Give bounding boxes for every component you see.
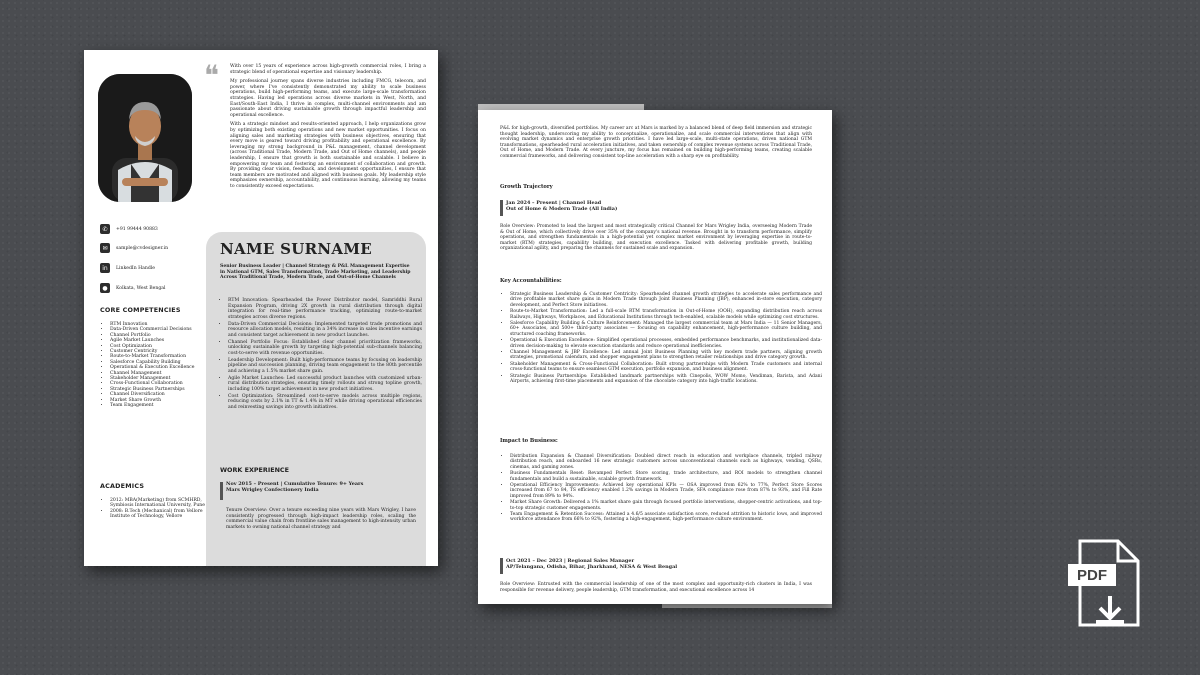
competency-item: • Agile Market Launches bbox=[110, 338, 214, 343]
core-competencies-heading: CORE COMPETENCIES bbox=[100, 306, 181, 314]
resume-page-2 bbox=[478, 110, 832, 604]
highlight-item: • Cost Optimization: Streamlined cost-to-serve models across multiple regions, reducing costs by 2.1% in TT & 1.4% in MT while driving operational efficiencies and reinvesting savings into growth initiatives. bbox=[228, 394, 422, 411]
impact-item: • Business Fundamentals Reset: Revamped Perfect Store scoring, trade architecture, and ROI models to strengthen channel fundamentals and build a sustainable, scalable growth framework. bbox=[510, 471, 822, 482]
academic-item: • 2012: MBA(Marketing) from SCMHRD, Symbiosis International University, Pune bbox=[110, 498, 214, 509]
impact-heading: Impact to Business: bbox=[500, 438, 558, 444]
role2-header bbox=[506, 558, 677, 570]
role1-overview: Role Overview: Promoted to lead the largest and most strategically critical Channel for Mars Wrigley India, overseeing Modern Trade & Out of Home, which collectively drive over 35% of the company's national revenue. Brought in to transform performance, simplify operations, and strengthen fundamentals in a high-potential yet complex market environment by leveraging expertise in route-to-market (RTM) strategies, capability building, and execution excellence. Tasked with delivering profitable growth, building organizational agility, and preparing the channels for sustained scale and expansion. bbox=[500, 224, 812, 251]
summary-block bbox=[230, 64, 426, 193]
accountability-item: • Stakeholder Management & Cross-Functional Collaboration: Built strong partnerships with Modern Trade customers and internal cross-functional teams to ensure seamless GTM execution, portfolio expansion, and business alignment. bbox=[510, 362, 822, 373]
role2-title: AP/Telangana, Odisha, Bihar, Jharkhand, NESA & West Bengal bbox=[506, 564, 678, 570]
summary-para-2: My professional journey spans diverse industries including FMCG, telecom, and power, where I've consistently demonstrated my ability to scale business operations, build high-performing teams, and execute large-scale transformation strategies. Having led operations across diverse markets in West, North, and East/South-East India, I thrive in complex, multi-channel environments and am passionate about driving sustainable growth through impactful leadership and operational excellence. bbox=[230, 79, 426, 118]
accountability-item: • Salesforce Capability Building & Culture Reinforcement: Managed the largest commercial team at Mars India — 11 Senior Managers, 60+ Associates, and 500+ third-party associates — focusing on capability enhancement, high-performance culture building, and structured coaching frameworks. bbox=[510, 321, 822, 337]
role1-title: Out of Home & Modern Trade (All India) bbox=[506, 206, 618, 212]
academic-item: • 2008: B.Tech (Mechanical) from Vellore Institute of Technology, Vellore bbox=[110, 509, 214, 520]
pdf-label: PDF bbox=[1077, 567, 1107, 584]
phone-icon: ✆ bbox=[100, 224, 110, 234]
summary-para-1: With over 15 years of experience across high-growth commercial roles, I bring a strategic blend of operational expertise and visionary leadership. bbox=[230, 64, 426, 75]
academics-heading: ACADEMICS bbox=[100, 482, 145, 490]
portrait-illustration bbox=[98, 74, 192, 202]
highlight-item: • RTM Innovation: Spearheaded the Power Distributor model, Samriddhi Rural Expansion Program, driving 2X growth in rural distribution through digital integration for real-time performance tracking, optimizing route-to-market strategies across diverse regions. bbox=[228, 298, 422, 320]
candidate-tagline: Senior Business Leader | Channel Strategy & P&L Management Expertise in National GTM, Sales Transformation, Trade Marketing, and Leadership Across Traditional Trade, Modern Trade, and Out-of-Home Channels bbox=[220, 264, 411, 281]
competency-item: • Route-to-Market Transformation bbox=[110, 354, 214, 359]
accountability-item: • Strategic Business Leadership & Customer Centricity: Spearheaded channel growth strategies to accelerate sales performance and drive profitable market share gains in Modern Trade through Joint Business Planning (JBP), enhanced in-store execution, category development, and Perfect Store initiatives. bbox=[510, 292, 822, 308]
accountability-item: • Route-to-Market Transformation: Led a full-scale RTM transformation in Out-of-Home (OOH), expanding distribution reach across Railways, Highways, Workplaces, and Educational Institutions through tech-enabled, scalable models while optimizing cost structures. bbox=[510, 309, 822, 320]
profile-photo bbox=[98, 74, 192, 202]
linkedin-icon: in bbox=[100, 263, 110, 273]
tenure-overview: Tenure Overview: Over a tenure exceeding nine years with Mars Wrigley, I have consistently progressed through high-impact leadership roles, scaling the commercial value chain from frontline sales management to high-intensity urban markets to owning national channel strategy and bbox=[226, 508, 416, 530]
competencies-list bbox=[100, 322, 214, 409]
phone-text: +91 99444 90883 bbox=[116, 226, 158, 232]
candidate-name: NAME SURNAME bbox=[220, 240, 372, 258]
competency-item: • Strategic Business Partnerships bbox=[110, 387, 214, 392]
competency-item: • Cross-Functional Collaboration bbox=[110, 381, 214, 386]
highlight-item: • Data-Driven Commercial Decisions: Implemented targeted trade promotions and resource allocation models, resulting in a 34% increase in sales incentive earnings and consistent target achievement in new product launches. bbox=[228, 322, 422, 339]
role-accent-bar bbox=[220, 482, 223, 500]
highlights-list bbox=[220, 298, 422, 412]
impact-item: • Operational Efficiency Improvements: Achieved key operational KPIs — OSA improved from 62% to 77%, Perfect Store Scores increased from 67 to 84, TS efficiency enabled 1.2% savings in Modern Trade, SFA compliance rose from 87% to 93%, and Fill Rate improved from 89% to 94%. bbox=[510, 483, 822, 499]
contact-email bbox=[100, 243, 200, 253]
work-role-header bbox=[226, 481, 416, 493]
competency-item: • RTM Innovation bbox=[110, 322, 214, 327]
competency-item: • Market Share Growth bbox=[110, 398, 214, 403]
competency-item: • Data-Driven Commercial Decisions bbox=[110, 327, 214, 332]
competency-item: • Channel Diversification bbox=[110, 392, 214, 397]
pdf-download-icon[interactable] bbox=[1066, 538, 1142, 628]
competency-item: • Customer Centricity bbox=[110, 349, 214, 354]
role2-overview: Role Overview: Entrusted with the commercial leadership of one of the most complex and opportunity-rich clusters in India, I was responsible for revenue delivery, people leadership, GTM transformation, and executional excellence across 14 bbox=[500, 582, 812, 593]
accountability-item: • Operational & Execution Excellence: Simplified operational processes, embedded performance benchmarks, and institutionalized data-driven decision-making to elevate execution standards and reduce operational inefficiencies. bbox=[510, 338, 822, 349]
impact-item: • Team Engagement & Retention Success: Attained a 4.6/5 associate satisfaction score, reduced attrition to historic lows, and improved workforce attendance from 66% to 92%, fostering a high-engagement, high-performance culture environment. bbox=[510, 512, 822, 523]
highlight-item: • Channel Portfolio Focus: Established clear channel prioritization frameworks, unlocking sustainable growth by targeting high-potential sub-channels balancing cost-to-serve with revenue opportunities. bbox=[228, 340, 422, 357]
contact-location bbox=[100, 283, 200, 293]
work-company: Mars Wrigley Confectionery India bbox=[226, 487, 319, 493]
impact-item: • Distribution Expansion & Channel Diversification: Doubled direct reach in education and workplace channels, tripled railway distribution reach, and onboarded 16 new strategic customers across unconventional channels such as highways, vending, QSRs, cinemas, and gaming zones. bbox=[510, 454, 822, 470]
contact-linkedin bbox=[100, 263, 200, 273]
location-pin-icon: ● bbox=[100, 283, 110, 293]
contact-phone bbox=[100, 224, 200, 234]
career-intro: P&L for high-growth, diversified portfolios. My career arc at Mars is marked by a balanced blend of deep field immersion and strategic thought leadership, underscoring my ability to conceptualize, operationalize, and scale commercial interventions that align with evolving market dynamics and enterprise growth priorities. I have led large-scale, multi-state operations, driven national GTM transformations, spearheaded rural acceleration initiatives, and taken ownership of complex revenue systems across Traditional Trade, Out of Home, and Modern Trade. At every juncture, my focus has remained on building high-performing teams, creating scalable commercial frameworks, and delivering consistent top-line acceleration with a sharp eye on profitability. bbox=[500, 126, 812, 159]
competency-item: • Channel Management bbox=[110, 371, 214, 376]
linkedin-text: LinkedIn Handle bbox=[116, 265, 155, 271]
competency-item: • Operational & Execution Excellence bbox=[110, 365, 214, 370]
competency-item: • Cost Optimization bbox=[110, 344, 214, 349]
growth-trajectory-heading: Growth Trajectory bbox=[500, 184, 553, 190]
resume-page-1 bbox=[84, 50, 438, 566]
accountability-item: • Strategic Business Partnerships: Established landmark partnerships with Cinepolis, WOW Momo, Vendiman, Barista, and Adani Airports, achieving first-time placements and expansion of the chocolate category into high-traffic locations. bbox=[510, 374, 822, 385]
key-accountabilities-heading: Key Accountabilities: bbox=[500, 278, 562, 284]
role1-header bbox=[506, 200, 617, 212]
role2-accent-bar bbox=[500, 558, 503, 574]
email-icon: ✉ bbox=[100, 243, 110, 253]
role2-date: Oct 2021 – Dec 2023 | Regional Sales Manager bbox=[506, 558, 635, 564]
accountability-item: • Channel Management & JBP Excellence: Led annual Joint Business Planning with key modern trade partners, aligning growth strategies, promotional calendars, and shopper engagement plans to strengthen retailer relationships and drive category growth. bbox=[510, 350, 822, 361]
role1-accent-bar bbox=[500, 200, 503, 216]
accountabilities-list bbox=[500, 292, 822, 386]
impact-list bbox=[500, 454, 822, 524]
competency-item: • Channel Portfolio bbox=[110, 333, 214, 338]
competency-item: • Salesforce Capability Building bbox=[110, 360, 214, 365]
email-text: sample@cvdesigner.in bbox=[116, 245, 169, 251]
impact-item: • Market Share Growth: Delivered a 1% market share gain through focused portfolio interventions, shopper-centric activations, and top-to-top strategic customer engagements. bbox=[510, 500, 822, 511]
competency-item: • Team Engagement bbox=[110, 403, 214, 408]
competency-item: • Stakeholder Management bbox=[110, 376, 214, 381]
quote-icon: ❝ bbox=[204, 59, 220, 92]
role1-date: Jan 2024 – Present | Channel Head bbox=[506, 200, 602, 206]
academics-list bbox=[100, 498, 214, 520]
work-role-dates: Nov 2015 – Present | Cumulative Tenure: 9+ Years bbox=[226, 481, 364, 487]
summary-para-3: With a strategic mindset and results-oriented approach, I help organizations grow by optimizing both existing operations and new market opportunities. I focus on aligning sales and marketing strategies with business objectives, ensuring that every move is geared toward driving profitability and operational excellence. By leveraging my strong background in P&L management, channel development (across Traditional Trade, Modern Trade, and Out of Home channels), and people leadership, I ensure that growth is both sustainable and scalable. I believe in empowering my team and fostering an environment of collaboration and growth. By providing clear vision, feedback, and development opportunities, I ensure that team members are motivated and aligned with business goals. My leadership style emphasizes ownership, accountability, and continuous learning, allowing my teams to consistently exceed expectations. bbox=[230, 122, 426, 189]
work-experience-heading: WORK EXPERIENCE bbox=[220, 466, 289, 474]
highlight-item: • Leadership Development: Built high-performance teams by focusing on leadership pipeline and succession planning, driving team engagement to the 80th percentile and achieving a 1.5% market share gain. bbox=[228, 358, 422, 375]
highlight-item: • Agile Market Launches: Led successful product launches with customized urban-rural distribution strategies, ensuring timely rollouts and strong topline growth, including 100% target achievement in new product initiatives. bbox=[228, 376, 422, 393]
location-text: Kolkata, West Bengal bbox=[116, 285, 166, 291]
